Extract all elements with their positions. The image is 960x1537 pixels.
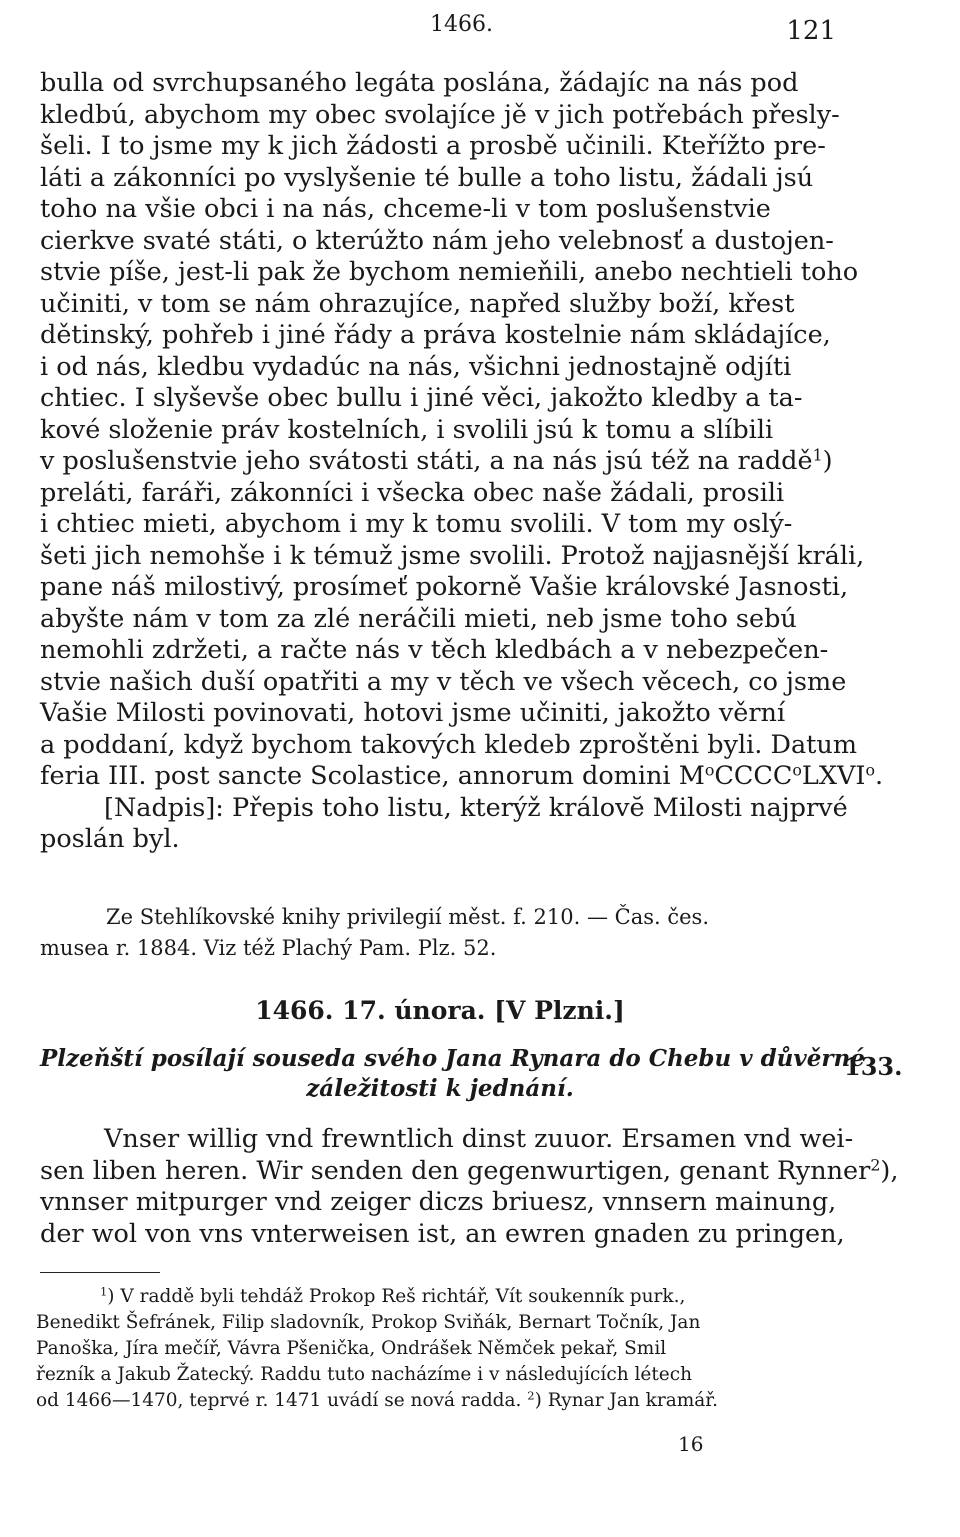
german-line [40,1154,899,1188]
footnote-line [36,1388,836,1414]
body-line: abyšte nám v tom za zlé neráčili mieti, neb jsme toho sebú [40,603,797,634]
footnote-line [36,1284,836,1310]
datum-sup: o [792,760,802,780]
body-line: i chtiec mieti, abychom i my k tomu svolili. V tom my oslý- [40,509,793,539]
body-line: kové složenie práv kostelních, i svolili jsú k tomu a slíbili [40,414,774,445]
footnote-line: Benedikt Šefránek, Filip sladovník, Prokop Sviňák, Bernart Točník, Jan [36,1312,701,1333]
nadpis-line: [Nadpis]: Přepis toho listu, kterýž královĕ Milosti najprvé [104,792,848,823]
body-line: toho na všie obci i na nás, chceme-li v tom poslušenstvie [40,194,771,224]
printer-signature: 16 [678,1432,704,1456]
body-line-text: ) [822,446,833,476]
body-line: pane náš milostivý, prosímeť pokorně Vašie královské Jasnosti, [40,572,849,602]
body-line: nemohli zdržeti, a račte nás v těch kledbách a v nebezpečen- [40,635,829,665]
german-line-text: sen liben heren. Wir senden den gegenwurtigen, genant Rynner [40,1155,871,1186]
body-line: preláti, faráři, zákonníci i všecka obec naše žádali, prosili [40,477,785,508]
german-line: vnnser mitpurger vnd zeiger diczs briuesz, vnnsern mainung, [40,1187,837,1217]
body-line [40,446,840,478]
document-heading: 1466. 17. února. [V Plzni.] [255,996,625,1025]
datum-sup: o [704,760,715,780]
nadpis-line: poslán byl. [40,824,180,854]
german-line: der wol von vns vnterweisen ist, an ewren gnaden zu pringen, [40,1218,845,1249]
body-line: šeti jich nemohše i k témuž jsme svolili. Protož najjasnější králi, [40,540,865,571]
datum-text: feria III. post sancte Scolastice, annorum domini M [40,761,705,791]
body-line-text: v poslušenstvie jeho svátosti státi, a na nás jsú též na raddě [40,446,813,476]
source-line: Ze Stehlíkovské knihy privilegií měst. f. 210. — Čas. čes. [106,905,709,929]
footnote-marker-2: 2 [527,1388,535,1403]
body-line: Vašie Milosti povinovati, hotovi jsme učiniti, jakožto věrní [40,698,786,728]
page-number: 121 [786,16,836,46]
footnote-ref-1[interactable]: 1 [812,445,823,465]
body-line: láti a zákonníci po vyslyšenie té bulle a toho listu, žádali jsú [40,162,814,193]
document-summary [40,1044,865,1104]
summary-line: záležitosti k jednání. [306,1075,574,1102]
footnotes [36,1284,836,1414]
footnote-text: ) V raddě byli tehdáž Prokop Reš richtář, Vít soukenník purk., [107,1286,686,1307]
body-line: šeli. I to jsme my k jich žádosti a prosbě učinili. Kteřížto pre- [40,131,826,161]
german-line-text: ), [880,1155,899,1186]
datum-text: LXVI [801,761,866,791]
body-line: kledbú, abychom my obec svolajíce jě v jich potřebách přesly- [40,99,840,130]
summary-line: Plzeňští posílají souseda svého Jana Rynara do Chebu v důvěrné [40,1045,865,1072]
body-line: cierkve svaté státi, o kterúžto nám jeho velebnosť a dustojen- [40,225,834,256]
footnote-ref-2[interactable]: 2 [870,1154,881,1174]
body-line: a poddaní, když bychom takových kledeb zproštěni byli. Datum [40,729,857,760]
body-line: učiniti, v tom se nám ohrazujíce, napřed služby boží, křest [40,288,795,319]
page-header [0,10,960,50]
source-line: musea r. 1884. Viz též Plachý Pam. Plz. 52. [40,936,497,960]
datum-line [40,760,884,793]
german-text [40,1124,899,1250]
source-note [40,902,840,964]
body-line: stvie píše, jest-li pak že bychom nemieňili, anebo nechtieli toho [40,257,859,287]
body-line: bulla od svrchupsaného legáta poslána, žádajíc na nás pod [40,68,799,98]
datum-text: . [874,761,884,791]
datum-sup: o [865,760,875,780]
body-line: stvie našich duší opatřiti a my v těch ve všech věcech, co jsme [40,666,847,697]
footnote-marker-1: 1 [100,1284,108,1299]
body-text [40,68,884,856]
footnote-text: od 1466—1470, teprvé r. 1471 uvádí se nová radda. [36,1390,528,1411]
footnote-line: Panoška, Jíra mečíř, Vávra Pšenička, Ondrášek Němček pekař, Smil [36,1338,667,1359]
footnote-divider [40,1272,160,1273]
running-year: 1466. [430,12,493,37]
body-line: i od nás, kledbu vydadúc na nás, všichni jednostajně odjíti [40,351,792,382]
body-line: chtiec. I slyševše obec bullu i jiné věci, jakožto kledby a ta- [40,383,803,413]
document-number: 133. [844,1052,903,1081]
footnote-text: ) Rynar Jan kramář. [534,1390,719,1411]
body-line: dětinský, pohřeb i jiné řády a práva kostelnie nám skládajíce, [40,320,831,350]
footnote-line: řezník a Jakub Žatecký. Raddu tuto nacházíme i v následujících létech [36,1364,693,1385]
german-line: Vnser willig vnd frewntlich dinst zuuor. Ersamen vnd wei- [104,1124,854,1154]
datum-text: CCCC [714,761,793,791]
